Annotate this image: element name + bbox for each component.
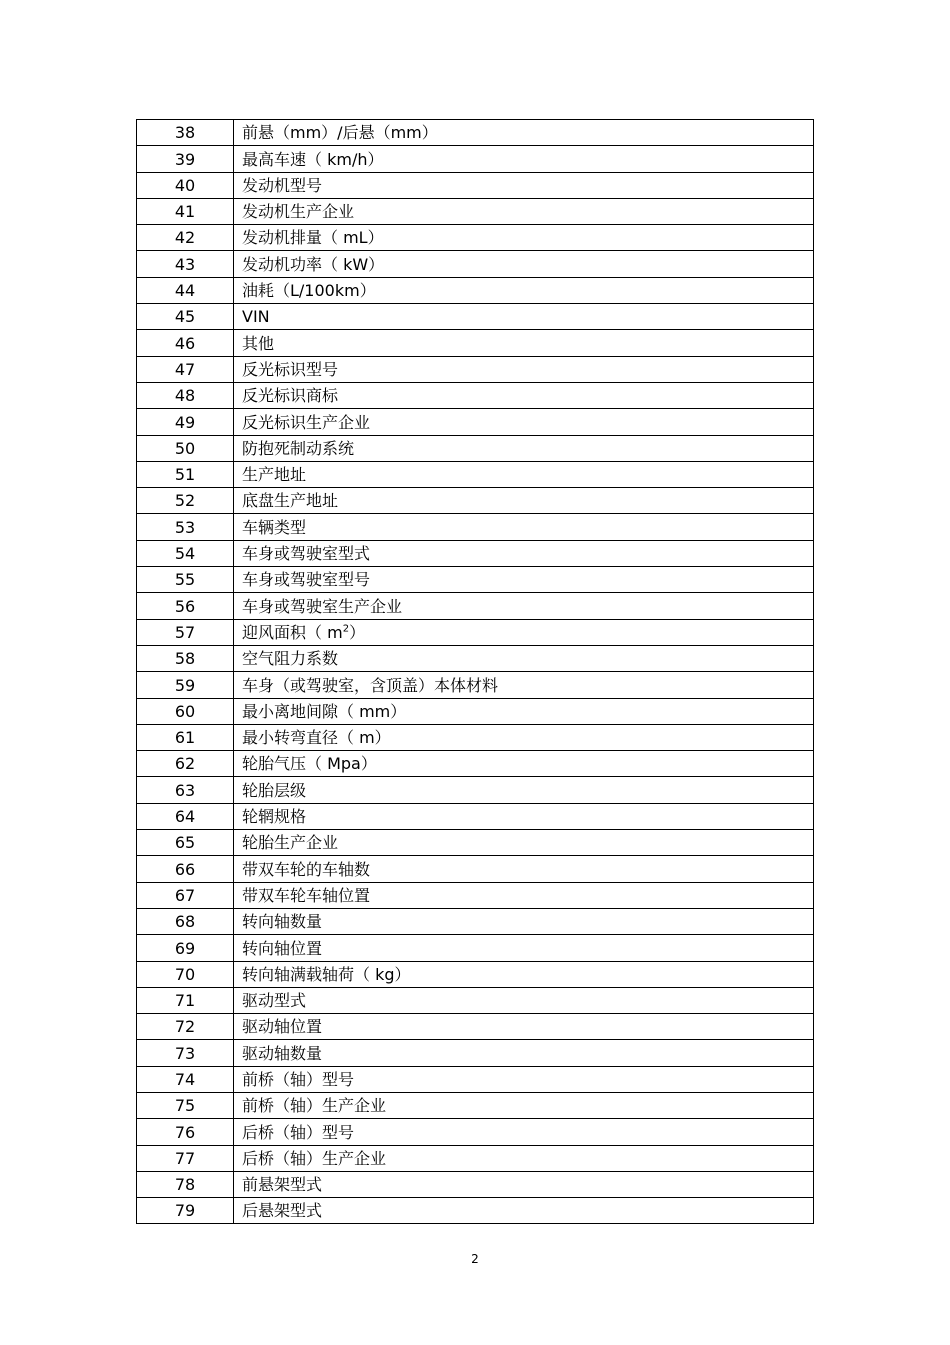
table-row [137,856,814,882]
table-row [137,225,814,251]
table-row [137,461,814,487]
row-item-text: 最小转弯直径（ m） [242,728,391,748]
row-item [234,356,814,382]
row-number: 55 [137,567,234,593]
row-item-text: 防抱死制动系统 [242,438,355,458]
row-item-text: 带双车轮的车轴数 [242,859,371,879]
row-number: 76 [137,1119,234,1145]
row-item [234,198,814,224]
table-row [137,1171,814,1197]
row-item [234,1145,814,1171]
row-number: 62 [137,751,234,777]
table-row [137,672,814,698]
table-row [137,645,814,671]
row-item [234,488,814,514]
row-number: 40 [137,172,234,198]
row-item [234,382,814,408]
row-item-text: 轮辋规格 [242,807,307,827]
row-number: 75 [137,1092,234,1118]
row-item [234,540,814,566]
row-item [234,172,814,198]
table-row [137,1119,814,1145]
row-item-text: 前桥（轴）型号 [242,1069,355,1089]
table-row [137,1198,814,1224]
row-number: 69 [137,935,234,961]
row-item-superscript: 2 [342,623,350,635]
row-item-text: 车身或驾驶室生产企业 [242,596,403,616]
row-number: 47 [137,356,234,382]
table-row [137,1092,814,1118]
table-row [137,330,814,356]
row-item-text: 反光标识型号 [242,359,339,379]
row-item-text: 发动机型号 [242,175,323,195]
table-row [137,1040,814,1066]
table-row [137,304,814,330]
row-item [234,882,814,908]
table-row [137,803,814,829]
row-item-text: 反光标识生产企业 [242,412,371,432]
row-item-text: 车身或驾驶室型式 [242,544,371,564]
row-item [234,330,814,356]
row-item [234,751,814,777]
row-item-text: 最小离地间隙（ mm） [242,701,407,721]
row-number: 74 [137,1066,234,1092]
row-item-tail: ） [349,622,366,642]
row-item [234,987,814,1013]
row-item [234,1092,814,1118]
table-row [137,935,814,961]
table-row [137,488,814,514]
row-item [234,1198,814,1224]
row-item [234,1066,814,1092]
row-item-text: 油耗（L/100km） [242,281,376,301]
row-item [234,567,814,593]
row-item [234,961,814,987]
table-row [137,619,814,645]
table-row [137,409,814,435]
table-row [137,514,814,540]
page-number: 2 [471,1252,479,1266]
row-item [234,698,814,724]
row-item-text: 反光标识商标 [242,386,339,406]
row-item-text: 车辆类型 [242,517,307,537]
row-number: 39 [137,146,234,172]
row-number: 46 [137,330,234,356]
row-item [234,724,814,750]
row-item-text: 车身或驾驶室型号 [242,570,371,590]
row-number: 54 [137,540,234,566]
row-item-text: 驱动轴位置 [242,1017,323,1037]
table-row [137,724,814,750]
table-row [137,198,814,224]
row-item-text: 发动机排量（ mL） [242,228,384,248]
row-item-text: 轮胎层级 [242,780,307,800]
row-item [234,251,814,277]
row-number: 67 [137,882,234,908]
row-number: 52 [137,488,234,514]
row-item-text: VIN [242,307,270,327]
row-item-text: 前悬架型式 [242,1175,323,1195]
row-item [234,225,814,251]
row-item-text: 前悬（mm）/后悬（mm） [242,123,438,143]
row-item-text: 带双车轮车轴位置 [242,885,371,905]
table-row [137,146,814,172]
row-item [234,120,814,146]
row-item-text: 驱动轴数量 [242,1043,323,1063]
table-row [137,961,814,987]
row-number: 63 [137,777,234,803]
parameter-table-container [136,119,813,1224]
row-item-text: 底盘生产地址 [242,491,339,511]
row-item [234,777,814,803]
row-number: 49 [137,409,234,435]
row-item [234,1014,814,1040]
row-item-text: 其他 [242,333,275,353]
row-number: 77 [137,1145,234,1171]
row-item-text: 空气阻力系数 [242,649,339,669]
row-number: 79 [137,1198,234,1224]
row-number: 64 [137,803,234,829]
row-item [234,672,814,698]
row-item [234,856,814,882]
table-row [137,1014,814,1040]
row-number: 51 [137,461,234,487]
row-number: 72 [137,1014,234,1040]
table-row [137,567,814,593]
row-item-text: 发动机生产企业 [242,202,355,222]
row-item-text: 迎风面积（ m [242,622,343,642]
table-row [137,987,814,1013]
table-row [137,251,814,277]
table-row [137,777,814,803]
row-number: 61 [137,724,234,750]
row-item [234,1119,814,1145]
parameter-table [136,119,814,1224]
row-number: 60 [137,698,234,724]
row-number: 57 [137,619,234,645]
row-item [234,803,814,829]
row-item [234,619,814,645]
row-item [234,1040,814,1066]
row-number: 56 [137,593,234,619]
row-item-text: 轮胎生产企业 [242,833,339,853]
row-number: 65 [137,830,234,856]
table-row [137,172,814,198]
table-row [137,1066,814,1092]
row-number: 43 [137,251,234,277]
row-item [234,645,814,671]
row-number: 41 [137,198,234,224]
row-item-text: 驱动型式 [242,991,307,1011]
table-row [137,382,814,408]
row-item [234,1171,814,1197]
row-item [234,461,814,487]
row-item [234,935,814,961]
table-row [137,593,814,619]
row-number: 68 [137,908,234,934]
table-row [137,120,814,146]
row-number: 53 [137,514,234,540]
row-item [234,514,814,540]
row-item [234,830,814,856]
row-item-text: 后桥（轴）生产企业 [242,1148,387,1168]
row-item-text: 车身（或驾驶室，含顶盖）本体材料 [242,675,499,695]
table-row [137,356,814,382]
row-item-text: 转向轴位置 [242,938,323,958]
table-row [137,882,814,908]
row-item-text: 发动机功率（ kW） [242,254,385,274]
row-item-text: 后悬架型式 [242,1201,323,1221]
table-row [137,277,814,303]
table-row [137,751,814,777]
row-number: 58 [137,645,234,671]
row-number: 70 [137,961,234,987]
table-row [137,908,814,934]
row-number: 38 [137,120,234,146]
row-number: 59 [137,672,234,698]
row-number: 78 [137,1171,234,1197]
parameter-table-body [137,120,814,1224]
row-item-text: 轮胎气压（ Mpa） [242,754,377,774]
row-item-text: 转向轴数量 [242,912,323,932]
row-item [234,409,814,435]
row-item-text: 生产地址 [242,465,307,485]
table-row [137,540,814,566]
row-item [234,908,814,934]
row-item-text: 转向轴满载轴荷（ kg） [242,964,411,984]
table-row [137,435,814,461]
row-item [234,435,814,461]
row-number: 66 [137,856,234,882]
row-item [234,277,814,303]
row-item-text: 前桥（轴）生产企业 [242,1096,387,1116]
row-item [234,146,814,172]
row-number: 45 [137,304,234,330]
table-row [137,698,814,724]
row-number: 42 [137,225,234,251]
row-item [234,593,814,619]
table-row [137,1145,814,1171]
row-number: 50 [137,435,234,461]
row-number: 73 [137,1040,234,1066]
row-number: 48 [137,382,234,408]
row-number: 44 [137,277,234,303]
table-row [137,830,814,856]
row-item-text: 最高车速（ km/h） [242,149,384,169]
row-item-text: 后桥（轴）型号 [242,1122,355,1142]
row-item [234,304,814,330]
row-number: 71 [137,987,234,1013]
